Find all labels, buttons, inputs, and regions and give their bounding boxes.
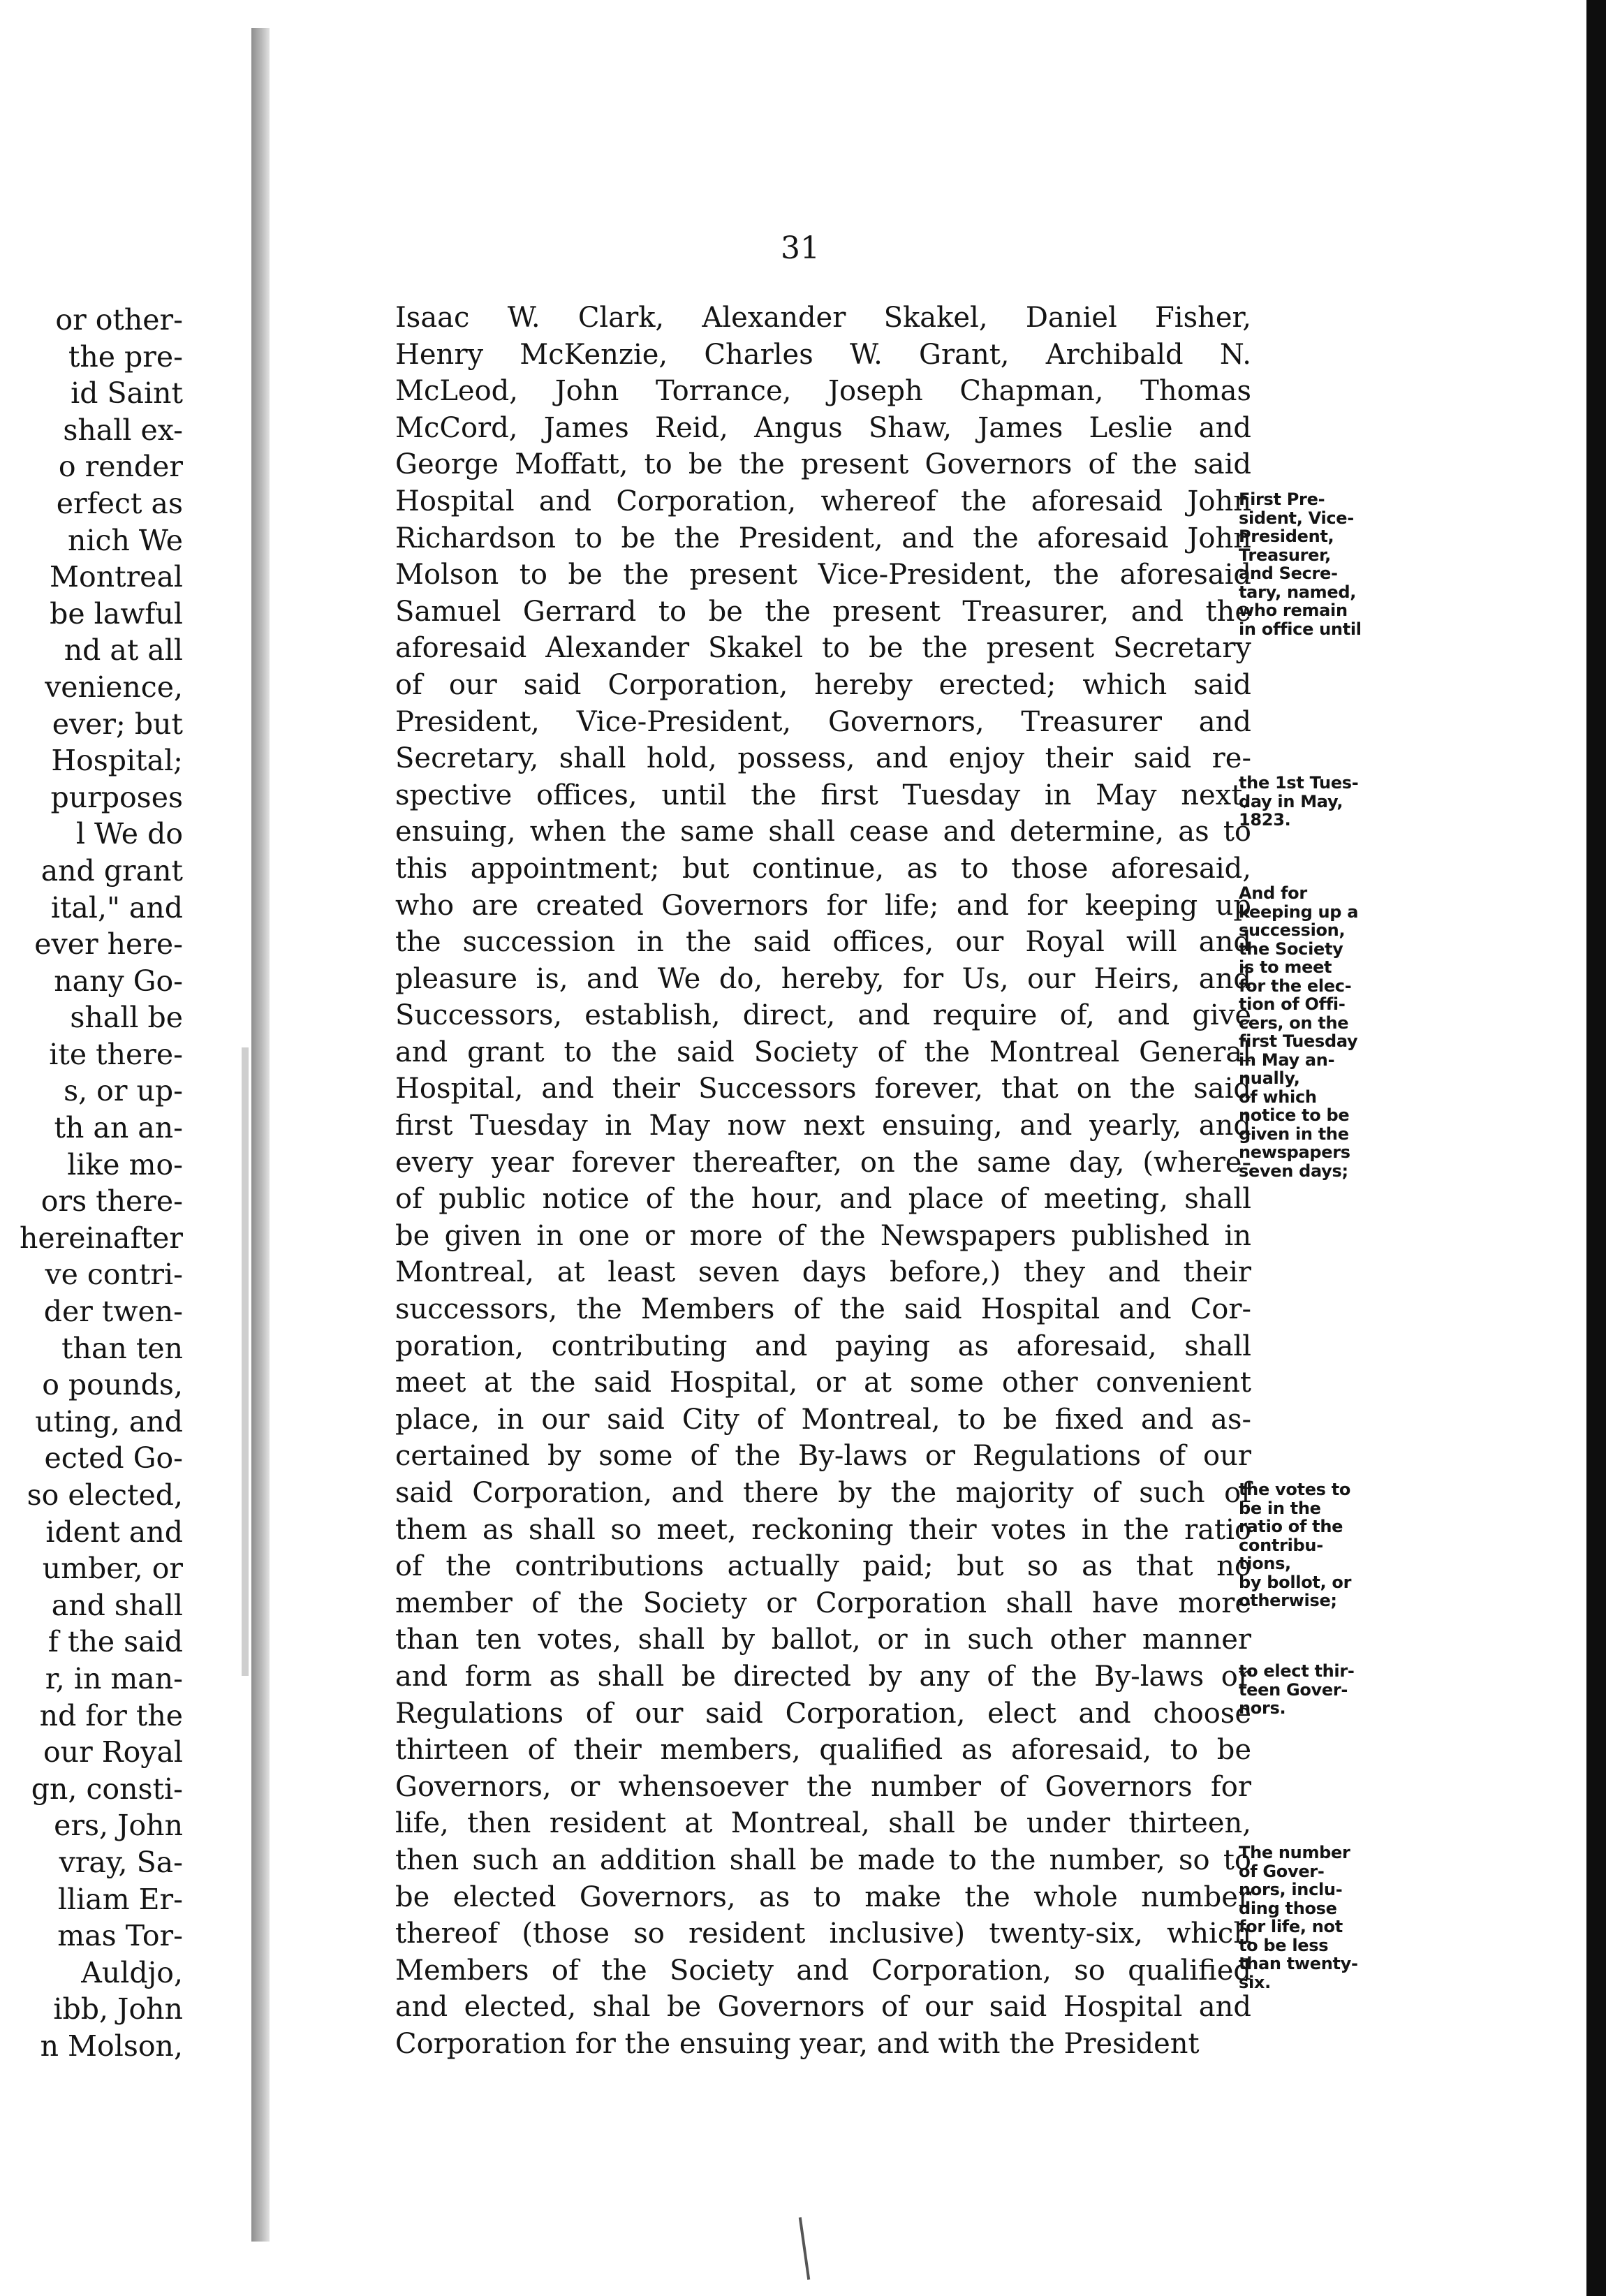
fragment-line: Montreal xyxy=(50,560,183,594)
margin-note-line: than twenty- xyxy=(1239,1954,1358,1973)
fragment-line: lliam Er- xyxy=(57,1882,183,1916)
text-line: Hospital and Corporation, whereof the aforesaid John xyxy=(395,485,1251,517)
margin-note-line: for life, not xyxy=(1239,1917,1343,1936)
margin-note-line: sident, Vice- xyxy=(1239,508,1354,528)
text-line: certained by some of the By-laws or Regulations of our xyxy=(395,1440,1251,1473)
fragment-line: shall ex- xyxy=(63,413,183,447)
fragment-line: th an an- xyxy=(54,1111,183,1145)
text-line: Richardson to be the President, and the aforesaid John xyxy=(395,522,1251,554)
margin-note-line: First Pre- xyxy=(1239,490,1325,509)
fragment-line: ever here- xyxy=(34,927,183,962)
text-line: McCord, James Reid, Angus Shaw, James Leslie and xyxy=(395,411,1251,444)
fragment-line: umber, or xyxy=(42,1552,183,1586)
margin-note-line: And for xyxy=(1239,883,1307,903)
text-line: poration, contributing and paying as aforesaid, shall xyxy=(395,1330,1251,1362)
margin-note-line: nually, xyxy=(1239,1068,1300,1088)
margin-note-line: is to meet xyxy=(1239,957,1332,977)
text-line: and grant to the said Society of the Montreal General xyxy=(395,1036,1251,1068)
margin-note-line: in office until xyxy=(1239,619,1362,639)
margin-note-line: first Tuesday xyxy=(1239,1031,1358,1051)
margin-note-number-of-governors xyxy=(1239,1844,1420,1992)
margin-note-line: day in May, xyxy=(1239,791,1343,811)
text-line: and form as shall be directed by any of the By-laws or xyxy=(395,1660,1251,1693)
text-line: be given in one or more of the Newspapers published in xyxy=(395,1219,1251,1252)
margin-note-line: be in the xyxy=(1239,1498,1321,1518)
text-line: thirteen of their members, qualified as aforesaid, to be xyxy=(395,1734,1251,1767)
text-line: Secretary, shall hold, possess, and enjoy their said re- xyxy=(395,742,1251,775)
fragment-line: Hospital; xyxy=(51,744,183,778)
margin-note-line: nors. xyxy=(1239,1698,1286,1718)
text-line: Regulations of our said Corporation, elect and choose xyxy=(395,1697,1251,1730)
fragment-line: ibb, John xyxy=(53,1992,183,2026)
margin-note-line: cers, on the xyxy=(1239,1013,1349,1033)
margin-note-line: of which xyxy=(1239,1087,1317,1107)
text-line: then such an addition shall be made to the number, so to xyxy=(395,1844,1251,1876)
fragment-line: o pounds, xyxy=(42,1368,183,1402)
fragment-line: r, in man- xyxy=(45,1661,183,1695)
margin-note-line: ratio of the xyxy=(1239,1517,1343,1536)
text-line: spective offices, until the first Tuesday in May next, xyxy=(395,779,1251,811)
text-line: be elected Governors, as to make the whole number xyxy=(395,1881,1251,1913)
text-line: Governors, or whensoever the number of Governors for xyxy=(395,1770,1251,1803)
margin-note-line: given in the xyxy=(1239,1124,1349,1144)
page-number: 31 xyxy=(781,230,820,266)
fragment-line: o render xyxy=(58,450,183,484)
fragment-line: so elected, xyxy=(27,1478,183,1512)
text-line: them as shall so meet, reckoning their votes in the ratio xyxy=(395,1513,1251,1546)
text-line: who are created Governors for life; and for keeping up xyxy=(395,889,1251,922)
text-line: Hospital, and their Successors forever, that on the said xyxy=(395,1073,1251,1105)
text-line: Molson to be the present Vice-President, the aforesaid xyxy=(395,559,1251,591)
book-gutter-crease xyxy=(242,1047,249,1676)
margin-note-votes-ratio xyxy=(1239,1480,1420,1610)
margin-note-line: ding those xyxy=(1239,1898,1337,1918)
fragment-line: like mo- xyxy=(67,1147,183,1182)
fragment-line: shall be xyxy=(70,1001,183,1035)
margin-note-line: and Secre- xyxy=(1239,564,1338,583)
fragment-line: id Saint xyxy=(71,376,183,411)
text-line: Henry McKenzie, Charles W. Grant, Archibald N. xyxy=(395,338,1251,371)
text-line: said Corporation, and there by the majority of such of xyxy=(395,1477,1251,1509)
text-line: thereof (those so resident inclusive) twenty-six, which xyxy=(395,1918,1251,1950)
margin-note-line: who remain xyxy=(1239,601,1348,620)
fragment-line: erfect as xyxy=(56,486,183,520)
margin-note-line: newspapers xyxy=(1239,1142,1350,1162)
body-text xyxy=(395,300,1251,2063)
margin-note-line: 1823. xyxy=(1239,810,1291,830)
text-line: Montreal, at least seven days before,) they and their xyxy=(395,1256,1251,1289)
fragment-line: ve contri- xyxy=(45,1258,183,1292)
margin-note-line: contribu- xyxy=(1239,1535,1323,1555)
margin-note-line: Treasurer, xyxy=(1239,545,1331,565)
margin-note-line: otherwise; xyxy=(1239,1591,1337,1610)
text-line: pleasure is, and We do, hereby, for Us, our Heirs, and xyxy=(395,962,1251,995)
text-line: member of the Society or Corporation shall have more xyxy=(395,1587,1251,1619)
fragment-line: n Molson, xyxy=(40,2029,183,2063)
fragment-line: nd for the xyxy=(39,1698,183,1732)
margin-note-line: keeping up a xyxy=(1239,902,1359,922)
text-line: ensuing, when the same shall cease and determine, as to xyxy=(395,816,1251,848)
margin-note-line: tary, named, xyxy=(1239,582,1357,602)
margin-note-line: succession, xyxy=(1239,920,1346,940)
fragment-line: s, or up- xyxy=(64,1074,183,1108)
margin-note-line: tion of Offi- xyxy=(1239,994,1346,1014)
text-line: than ten votes, shall by ballot, or in such other manner xyxy=(395,1624,1251,1656)
margin-note-line: to be less xyxy=(1239,1935,1329,1955)
fragment-line: ever; but xyxy=(52,707,183,741)
text-line: this appointment; but continue, as to those aforesaid, xyxy=(395,852,1251,885)
margin-note-line: notice to be xyxy=(1239,1105,1350,1125)
fragment-line: than ten xyxy=(61,1331,183,1365)
text-line: meet at the said Hospital, or at some other convenient xyxy=(395,1367,1251,1399)
margin-note-line: The number xyxy=(1239,1843,1350,1862)
text-line: Members of the Society and Corporation, so qualified xyxy=(395,1954,1251,1987)
text-line: every year forever thereafter, on the same day, (where- xyxy=(395,1146,1251,1179)
text-line: George Moffatt, to be the present Governors of the said xyxy=(395,448,1251,481)
margin-note-annual-election xyxy=(1239,884,1420,1180)
margin-note-line: by bollot, or xyxy=(1239,1572,1352,1592)
fragment-line: vray, Sa- xyxy=(59,1845,183,1879)
text-line: Samuel Gerrard to be the present Treasurer, and the xyxy=(395,595,1251,628)
text-line: of public notice of the hour, and place of meeting, shall xyxy=(395,1183,1251,1216)
margin-note-line: seven days; xyxy=(1239,1161,1348,1181)
fragment-line: ite there- xyxy=(49,1037,183,1071)
text-line: Isaac W. Clark, Alexander Skakel, Daniel Fisher, xyxy=(395,302,1251,334)
margin-note-line: the 1st Tues- xyxy=(1239,773,1359,793)
fragment-line: ors there- xyxy=(40,1184,183,1219)
previous-page-fragment xyxy=(0,302,183,2065)
text-line: President, Vice-President, Governors, Treasurer and xyxy=(395,705,1251,738)
fragment-line: hereinafter xyxy=(19,1221,183,1255)
text-line: life, then resident at Montreal, shall be under thirteen, xyxy=(395,1807,1251,1840)
fragment-line: nany Go- xyxy=(54,964,183,998)
margin-note-line: to elect thir- xyxy=(1239,1661,1355,1681)
fragment-line: and shall xyxy=(51,1588,183,1622)
fragment-line: l We do xyxy=(75,817,183,851)
text-line: McLeod, John Torrance, Joseph Chapman, Thomas xyxy=(395,375,1251,408)
fragment-line: nd at all xyxy=(64,633,183,668)
fragment-line: gn, consti- xyxy=(31,1772,183,1806)
margin-note-line: of Gover- xyxy=(1239,1861,1325,1881)
book-gutter-shadow xyxy=(251,28,270,2242)
text-line: successors, the Members of the said Hospital and Cor- xyxy=(395,1293,1251,1326)
margin-note-line: the Society xyxy=(1239,939,1343,959)
scan-artifact-mark xyxy=(799,2217,810,2280)
margin-note-line: President, xyxy=(1239,527,1334,546)
fragment-line: ected Go- xyxy=(44,1441,183,1476)
fragment-line: uting, and xyxy=(35,1404,183,1438)
margin-note-line: teen Gover- xyxy=(1239,1679,1348,1700)
margin-note-line: tions, xyxy=(1239,1554,1291,1573)
margin-note-elect-thirteen xyxy=(1239,1662,1420,1718)
fragment-line: der twen- xyxy=(43,1295,183,1329)
fragment-line: or other- xyxy=(55,303,183,337)
fragment-line: ident and xyxy=(45,1515,183,1549)
fragment-line: venience, xyxy=(45,670,183,704)
margin-note-line: nors, inclu- xyxy=(1239,1880,1343,1899)
text-line: Successors, establish, direct, and require of, and give xyxy=(395,999,1251,1032)
fragment-line: mas Tor- xyxy=(57,1919,183,1953)
fragment-line: our Royal xyxy=(43,1735,183,1769)
text-line: aforesaid Alexander Skakel to be the present Secretary xyxy=(395,632,1251,665)
margin-note-line: the votes to xyxy=(1239,1480,1351,1499)
text-line: place, in our said City of Montreal, to be fixed and as- xyxy=(395,1403,1251,1436)
fragment-line: and grant xyxy=(40,853,183,888)
text-line: and elected, shal be Governors of our said Hospital and xyxy=(395,1991,1251,2024)
fragment-line: ers, John xyxy=(54,1809,183,1843)
margin-note-officers-named xyxy=(1239,490,1420,638)
margin-note-first-tuesday xyxy=(1239,774,1420,830)
scan-edge xyxy=(1586,0,1606,2296)
margin-note-line: in May an- xyxy=(1239,1050,1335,1070)
margin-note-line: for the elec- xyxy=(1239,976,1352,996)
fragment-line: ital," and xyxy=(50,890,183,925)
fragment-line: the pre- xyxy=(68,339,183,374)
fragment-line: Auldjo, xyxy=(81,1955,183,1989)
margin-note-line: six. xyxy=(1239,1972,1271,1992)
text-line: Corporation for the ensuing year, and with the President xyxy=(395,2027,1200,2060)
fragment-line: be lawful xyxy=(50,596,183,631)
text-line: of our said Corporation, hereby erected; which said xyxy=(395,668,1251,701)
fragment-line: purposes xyxy=(50,780,183,814)
fragment-line: nich We xyxy=(68,523,183,557)
text-line: of the contributions actually paid; but so as that no xyxy=(395,1550,1251,1583)
fragment-line: f the said xyxy=(47,1625,183,1659)
text-line: the succession in the said offices, our Royal will and xyxy=(395,926,1251,959)
text-line: first Tuesday in May now next ensuing, and yearly, and xyxy=(395,1110,1251,1142)
